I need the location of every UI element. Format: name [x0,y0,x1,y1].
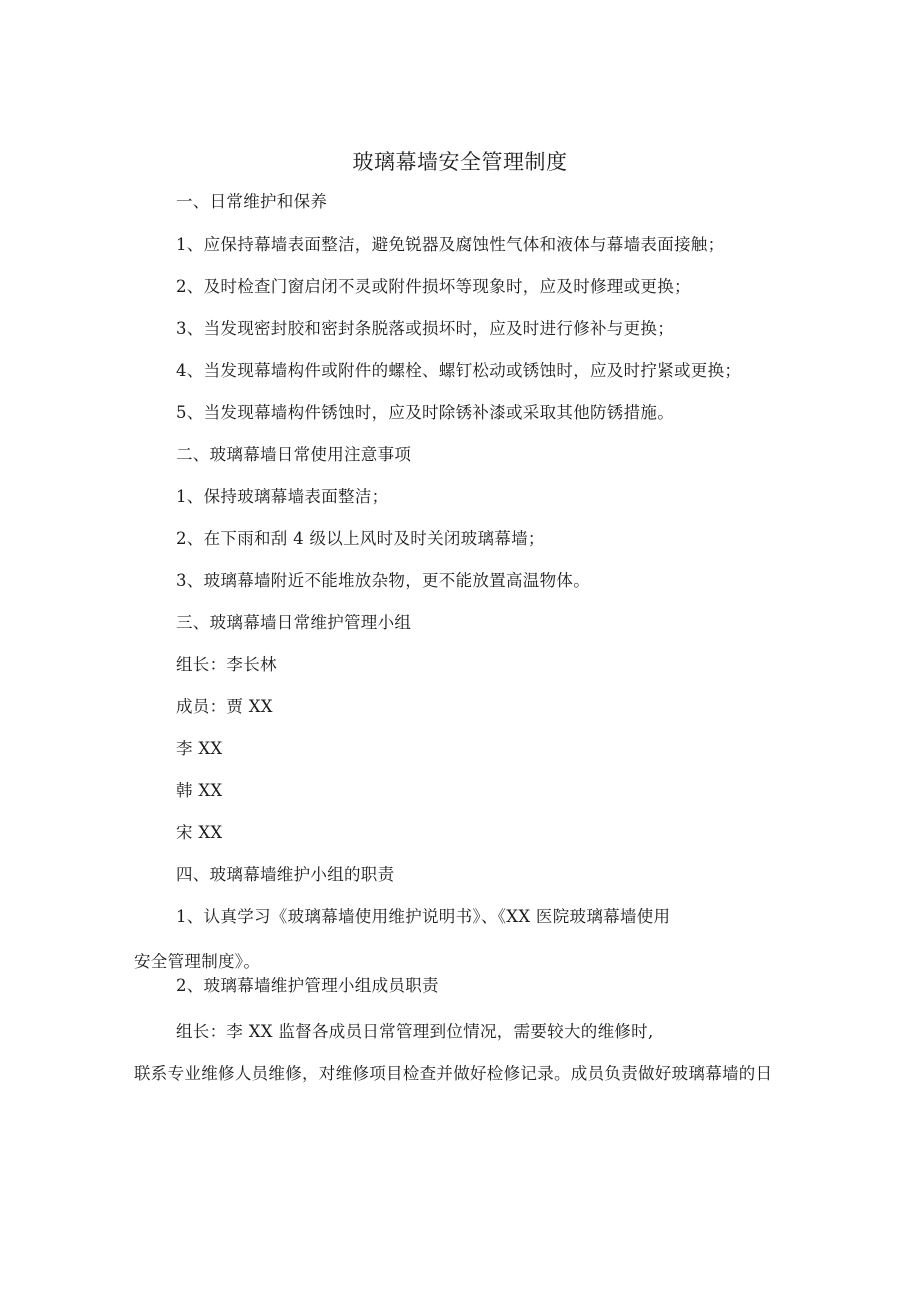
team-member-4: 宋 XX [176,823,223,842]
leader-duty-line-1: 组长：李 XX 监督各成员日常管理到位情况，需要较大的维修时, [176,1022,654,1041]
document-title: 玻璃幕墙安全管理制度 [352,150,568,174]
section-1-item-1: 1、应保持幕墙表面整洁，避免锐器及腐蚀性气体和液体与幕墙表面接触； [176,235,725,254]
team-leader: 组长：李长林 [176,655,277,674]
section-4-heading: 四、玻璃幕墙维护小组的职责 [176,865,395,884]
section-4-item-1-line-2: 安全管理制度》。 [134,952,261,971]
section-2-heading: 二、玻璃幕墙日常使用注意事项 [176,445,412,464]
section-1-heading: 一、日常维护和保养 [176,192,328,211]
section-3-heading: 三、玻璃幕墙日常维护管理小组 [176,613,412,632]
team-member-2: 李 XX [176,739,223,758]
leader-duty-line-2: 联系专业维修人员维修，对维修项目检查并做好检修记录。成员负责做好玻璃幕墙的日 [134,1064,773,1083]
section-2-item-3: 3、玻璃幕墙附近不能堆放杂物，更不能放置高温物体。 [176,571,590,590]
section-2-item-1: 1、保持玻璃幕墙表面整洁； [176,487,389,506]
section-2-item-2: 2、在下雨和刮 4 级以上风时及时关闭玻璃幕墙； [176,529,545,548]
section-1-item-3: 3、当发现密封胶和密封条脱落或损坏时，应及时进行修补与更换； [176,319,674,338]
section-1-item-4: 4、当发现幕墙构件或附件的螺栓、螺钉松动或锈蚀时，应及时拧紧或更换； [176,361,742,380]
team-member-1: 成员：贾 XX [176,697,273,716]
section-1-item-2: 2、及时检查门窗启闭不灵或附件损坏等现象时，应及时修理或更换； [176,277,691,296]
section-4-item-1-line-1: 1、认真学习《玻璃幕墙使用维护说明书》、《XX 医院玻璃幕墙使用 [176,907,671,926]
section-1-item-5: 5、当发现幕墙构件锈蚀时，应及时除锈补漆或采取其他防锈措施。 [176,403,674,422]
section-4-item-2: 2、玻璃幕墙维护管理小组成员职责 [176,976,439,995]
team-member-3: 韩 XX [176,781,223,800]
